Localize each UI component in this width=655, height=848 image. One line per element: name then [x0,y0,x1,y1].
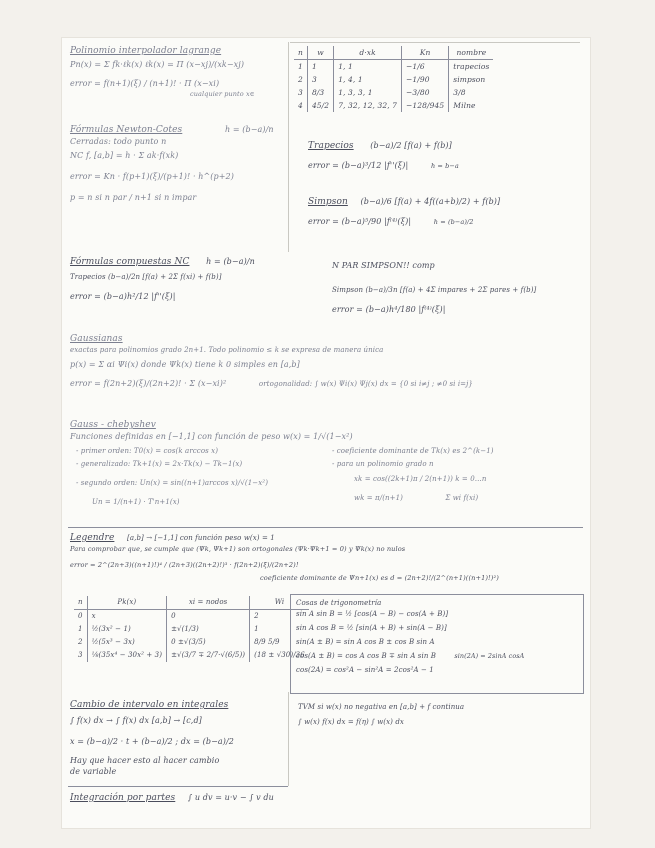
trapecios-h: h = b−a [430,162,459,170]
table-row [294,73,493,86]
lagrange-note: cualquier punto x∈ [190,90,255,98]
table-cell: 3/8 [453,88,466,97]
table-cell: 8/3 [307,86,333,99]
gaussianas-ortogonalidad: ortogonalidad: ∫ w(x) Ψi(x) Ψj(x) dx = {0 si i≠j ; ≠0 si i=j} [258,380,473,388]
compuestas-title: Fórmulas compuestas NC [70,257,190,267]
table-header-cell: Pk(x) [87,596,166,610]
chebyshev-line4: - segundo orden: Un(x) = sin((n+1)arccos x)/√(1−x²) [76,479,269,487]
lagrange-error: error = f(n+1)(ξ) / (n+1)! · Π (x−xi) [70,79,220,88]
compuestas-simpson [332,260,582,315]
table-header-cell: w [307,46,333,60]
cambio-line1: ∫ f(x) dx → ∫ f(x) dx [a,b] → [c,d] [70,716,202,725]
table-row [74,610,309,624]
trig-line3: sin(A ± B) = sin A cos B ± cos B sin A [296,638,435,646]
table-cell: 1 [294,60,307,74]
table-cell: ½(5x³ − 3x) [87,636,166,649]
table-cell: 8/9 5/9 [254,638,280,646]
cambio-line2: x = (b−a)/2 · t + (b−a)/2 ; dx = (b−a)/2 [70,737,234,746]
trig-line2: sin A cos B = ½ [sin(A + B) + sin(A − B)] [296,624,447,632]
table-cell: Milne [453,101,476,110]
newton-cotes-title: Fórmulas Newton-Cotes [70,125,183,135]
trapecios-error: error = (b−a)³/12 |f''(ξ)| [308,161,409,170]
lagrange-title: Polinomio interpolador lagrange [70,46,222,56]
trig-line6: sin(2A) = 2sinA cosA [454,652,525,660]
table-cell: −128/945 [402,99,449,112]
trig-line4: cos(A ± B) = cos A cos B ∓ sin A sin B [296,652,437,660]
gaussianas-section [70,334,585,390]
legendre-coef: coeficiente dominante de Ψn+1(x) es d = (2n+2)!/(2^(n+1)((n+1)!)²) [260,574,499,582]
tvm-section [298,702,582,728]
chebyshev-line3: - generalizado: Tk+1(x) = 2x·Tk(x) − Tk−1(x) [76,460,243,468]
table-header-cell: xi = nodos [167,596,250,610]
divider [288,692,289,786]
legendre-line2: Para comprobar que, se cumple que (Ψk, Ψk+1) son ortogonales (Ψk·Ψk+1 = 0) y Ψk(x) no nulos [70,545,406,553]
legendre-title: Legendre [70,533,115,543]
table-row [74,649,309,662]
simpson-error: error = (b−a)⁵/90 |f⁽⁴⁾(ξ)| [308,217,412,226]
table-cell: 3 [294,86,307,99]
legendre-error: error = 2^(2n+3)((n+1)!)⁴ / (2n+3)((2n+2)!)³ · f(2n+2)(ξ)/(2n+2)! [70,561,299,569]
table-header-row [294,46,493,60]
trapecios-formula: (b−a)/2 [f(a) + f(b)] [370,141,452,150]
legendre-table [74,596,309,662]
table-cell: 2 [74,636,87,649]
table-header-cell: Wi [250,596,309,610]
lagrange-formula: Pn(x) = Σ fk·ℓk(x) ℓk(x) = Π (x−xj)/(xk−xj) [70,60,245,69]
table-cell: 2 [294,73,307,86]
table-cell: ⅛(35x⁴ − 30x² + 3) [87,649,166,662]
partes-title: Integración por partes [70,793,176,803]
table-cell: trapecios [453,62,490,71]
chebyshev-line2: - primer orden: T0(x) = cos(k arccos x) [76,447,219,455]
table-header-cell: nombre [449,46,494,60]
table-cell: ±√(3/7 ∓ 2/7·√(6/5)) [167,649,250,662]
cambio-line3: Hay que hacer esto al hacer cambio [70,756,220,765]
cambio-title: Cambio de intervalo en integrales [70,700,229,710]
table-cell: 3 [74,649,87,662]
compuestas-trapecios-error: error = (b−a)h²/12 |f''(ξ)| [70,292,176,301]
chebyshev-right4: wk = π/(n+1) [354,494,403,502]
npar-note: N PAR SIMPSON!! comp [332,261,435,270]
chebyshev-right2: - para un polinomio grado n [332,460,434,468]
chebyshev-right1: - coeficiente dominante de Tk(x) es 2^(k−1) [332,447,494,455]
divider [68,786,288,787]
trig-section [296,598,580,676]
newton-cotes-p: p = n si n par / n+1 si n impar [70,193,197,202]
table-cell: 0 [167,610,250,624]
chebyshev-line1: Funciones definidas en [−1,1] con función de peso w(x) = 1/√(1−x²) [70,432,353,441]
table-cell: (18 ± √30)/36 [254,651,305,659]
table-header-cell: d·xk [334,46,402,60]
table-row [294,99,493,112]
table-cell: 0 [74,610,87,624]
table-row [74,636,309,649]
notes-page [62,38,590,828]
compuestas-section [70,256,300,302]
partes-formula: ∫ u dv = u·v − ∫ v du [187,793,274,802]
table-row [294,86,493,99]
chebyshev-line5: Un = 1/(n+1) · T'n+1(x) [92,498,180,506]
legendre-line1: [a,b] → [−1,1] con función peso w(x) = 1 [127,534,275,542]
chebyshev-title: Gauss - chebyshev [70,420,156,430]
table-cell: −1/6 [402,60,449,74]
compuestas-h: h = (b−a)/n [206,257,255,266]
divider [68,527,583,528]
divider [290,42,580,43]
simpson-formula: (b−a)/6 [f(a) + 4f((a+b)/2) + f(b)] [360,197,501,206]
gaussianas-error: error = f(2n+2)(ξ)/(2n+2)! · Σ (x−xi)² [70,379,227,388]
tvm-line2: ∫ w(x) f(x) dx = f(η) ∫ w(x) dx [298,718,404,726]
newton-cotes-table [294,46,493,112]
table-cell: simpson [453,75,486,84]
trig-line1: sin A sin B = ½ [cos(A − B) − cos(A + B)] [296,610,449,618]
legendre-section [70,532,588,584]
cambio-line4: de variable [70,767,117,776]
compuestas-simpson-error: error = (b−a)h⁴/180 |f⁽⁴⁾(ξ)| [332,305,446,314]
trapecios-section [308,140,578,172]
newton-cotes-line1: Cerradas: todo punto n [70,137,167,146]
table-cell: 1, 1 [334,60,402,74]
table-cell: 1, 3, 3, 1 [334,86,402,99]
newton-cotes-line2: NC f, [a,b] = h · Σ ak·f(xk) [70,151,179,160]
table-header-cell: n [74,596,87,610]
chebyshev-right5: Σ wi f(xi) [445,494,479,502]
simpson-h: h = (b−a)/2 [433,218,474,226]
table-header-cell: n [294,46,307,60]
gaussianas-line2: p(x) = Σ αi Ψi(x) donde Ψk(x) tiene k 0 simples en [a,b] [70,360,300,369]
gaussianas-line1: exactas para polinomios grado 2n+1. Todo polinomio ≤ k se expresa de manera única [70,346,384,354]
trig-title: Cosas de trigonometría [296,599,382,607]
table-header-row [74,596,309,610]
newton-cotes-h: h = (b−a)/n [224,125,274,134]
chebyshev-section [70,420,585,524]
tvm-line1: TVM si w(x) no negativa en [a,b] + f continua [298,703,465,711]
table-cell: 1 [307,60,333,74]
table-cell: ±√(1/3) [167,623,250,636]
lagrange-section [70,46,280,100]
table-cell: ½(3x² − 1) [87,623,166,636]
table-cell: 45/2 [307,99,333,112]
table-cell: 1 [254,625,259,633]
table-cell: 3 [307,73,333,86]
table-row [74,623,309,636]
newton-cotes-section [70,124,280,203]
table-cell: x [87,610,166,624]
table-cell: 7, 32, 12, 32, 7 [334,99,402,112]
table-row [294,60,493,74]
gaussianas-title: Gaussianas [70,334,123,344]
compuestas-simpson-formula: Simpson (b−a)/3n [f(a) + 4Σ impares + 2Σ pares + f(b)] [332,286,537,294]
table-cell: −3/80 [402,86,449,99]
table-cell: 2 [254,612,259,620]
divider [288,42,289,252]
partes-section [70,792,290,804]
newton-cotes-error: error = Kn · f(p+1)(ξ)/(p+1)! · h^(p+2) [70,172,234,181]
table-cell: 4 [294,99,307,112]
trapecios-label: Trapecios [308,141,354,151]
simpson-section [308,196,583,228]
table-cell: −1/90 [402,73,449,86]
cambio-section [70,700,290,777]
compuestas-trapecios: Trapecios (b−a)/2n [f(a) + 2Σ f(xi) + f(b)] [70,273,222,281]
table-cell: 1 [74,623,87,636]
simpson-label: Simpson [308,197,348,207]
table-header-cell: Kn [402,46,449,60]
table-cell: 1, 4, 1 [334,73,402,86]
trig-line5: cos(2A) = cos²A − sin²A = 2cos²A − 1 [296,666,434,674]
chebyshev-right3: xk = cos((2k+1)π / 2(n+1)) k = 0…n [354,475,487,483]
table-cell: 0 ±√(3/5) [167,636,250,649]
